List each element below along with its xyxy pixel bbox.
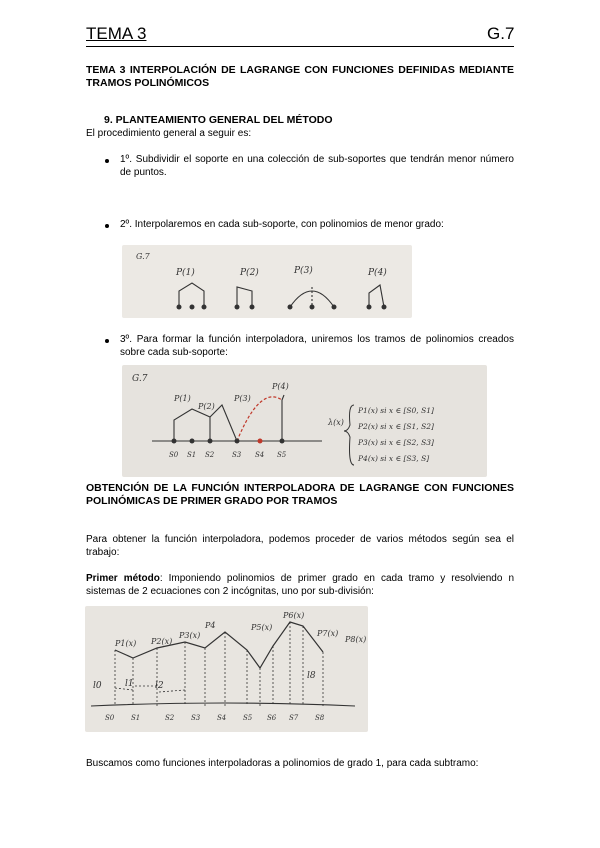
figure3-mid-label: l2 (155, 681, 164, 691)
figure2-axis-label: S4 (255, 451, 265, 459)
header-rule (86, 46, 514, 47)
figure2-axis-label: S0 (169, 451, 179, 459)
figure3-mid-label: l0 (93, 681, 102, 691)
section2-heading: OBTENCIÓN DE LA FUNCIÓN INTERPOLADORA DE LAGRANGE CON FUNCIONES POLINÓMICAS DE PRIMER GRADO POR TRAMOS (86, 482, 514, 507)
figure2-axis-label: S5 (277, 451, 287, 459)
figure1-label-p4: P(4) (368, 268, 387, 278)
figure3-mid-label: l8 (307, 671, 316, 681)
figure3-polyline (115, 622, 323, 668)
section9-intro: El procedimiento general a seguir es: (86, 128, 252, 139)
figure3-axis-label: S6 (267, 714, 277, 722)
figure2-piece: P1(x) si x ∈ [S0, S1] (358, 406, 434, 415)
figure2-red-arc (237, 397, 282, 441)
section9-heading: 9. PLANTEAMIENTO GENERAL DEL MÉTODO (104, 114, 333, 126)
method-text: : Imponiendo polinomios de primer grado en cada tramo y resolviendo n sistemas de 2 ecuaciones con 2 incógnitas, uno por sub-división: (86, 573, 515, 597)
figure2-label-p1: P(1) (174, 394, 191, 403)
figure1-nodes (177, 305, 387, 310)
figure3-label: P2(x) (151, 637, 173, 646)
figure3-axis-label: S2 (165, 714, 175, 722)
section2-method (86, 572, 514, 598)
figure2-axis-label: S1 (187, 451, 197, 459)
figure3-label: P4 (205, 621, 216, 630)
figure3-label: P1(x) (115, 639, 137, 648)
figure2-tag: G.7 (132, 374, 148, 384)
doc-title: TEMA 3 INTERPOLACIÓN DE LAGRANGE CON FUNCIONES DEFINIDAS MEDIANTE TRAMOS POLINÓMICOS (86, 64, 514, 89)
figure3-sketch (85, 606, 368, 732)
bullet-dot (105, 159, 109, 163)
figure2-red-node (258, 439, 263, 444)
figure2-axis-label: S3 (232, 451, 242, 459)
figure3-axis-label: S3 (191, 714, 201, 722)
figure2-piece: P2(x) si x ∈ [S1, S2] (358, 422, 434, 431)
figure2-piece: P4(x) si x ∈ [S3, S] (358, 454, 430, 463)
figure3-photo (85, 606, 368, 732)
figure3-axis-label: S4 (217, 714, 227, 722)
figure1-label-p3: P(3) (294, 266, 313, 276)
figure2-label-p2: P(2) (198, 402, 215, 411)
bullet-dot (105, 339, 109, 343)
figure3-label: P6(x) (283, 611, 305, 620)
figure2-axis-label: S2 (205, 451, 215, 459)
figure1-tag: G.7 (136, 252, 150, 261)
figure1-sketch (122, 245, 412, 318)
figure1-label-p2: P(2) (240, 268, 259, 278)
header-code: G.7 (487, 24, 515, 43)
figure2-label-p4: P(4) (272, 382, 289, 391)
figure2-photo (122, 365, 487, 477)
bullet-2: 2º. Interpolaremos en cada sub-soporte, con polinomios de menor grado: (120, 219, 444, 230)
figure1-photo (122, 245, 412, 318)
method-label: Primer método (86, 573, 160, 584)
bullet-dot (105, 224, 109, 228)
figure3-axis-labels (105, 714, 325, 722)
header-title: TEMA 3 (86, 24, 147, 43)
figure3-label: P3(x) (179, 631, 201, 640)
figure3-mid-label: l1 (125, 679, 134, 689)
figure3-axis-label: S0 (105, 714, 115, 722)
figure2-brace (344, 405, 354, 465)
figure1-label-p1: P(1) (176, 268, 195, 278)
figure3-label: P5(x) (251, 623, 273, 632)
bullet-3: 3º. Para formar la función interpoladora, uniremos los tramos de polinomios creados sobre cada sub-soporte: (120, 334, 514, 358)
figure2-piece: P3(x) si x ∈ [S2, S3] (358, 438, 434, 447)
section2-para1: Para obtener la función interpoladora, podemos proceder de varios métodos según sea el trabajo: (86, 534, 514, 558)
figure3-axis-label: S5 (243, 714, 253, 722)
figure2-sketch (122, 365, 487, 477)
figure3-axis-label: S1 (131, 714, 141, 722)
figure1-strokes (179, 283, 384, 307)
figure3-label: P7(x) (317, 629, 339, 638)
figure2-piecewise-name: λ(x) (328, 418, 344, 427)
figure3-axis (91, 703, 355, 706)
figure2-label-p3: P(3) (234, 394, 251, 403)
figure3-axis-label: S7 (289, 714, 299, 722)
figure3-axis-label: S8 (315, 714, 325, 722)
bullet-1: 1º. Subdividir el soporte en una colección de sub-soportes que tendrán menor número de puntos. (120, 154, 514, 178)
figure3-verticals (115, 622, 323, 706)
section2-para2: Buscamos como funciones interpoladoras a polinomios de grado 1, para cada subtramo: (86, 758, 479, 769)
figure3-label: P8(x) (345, 635, 367, 644)
